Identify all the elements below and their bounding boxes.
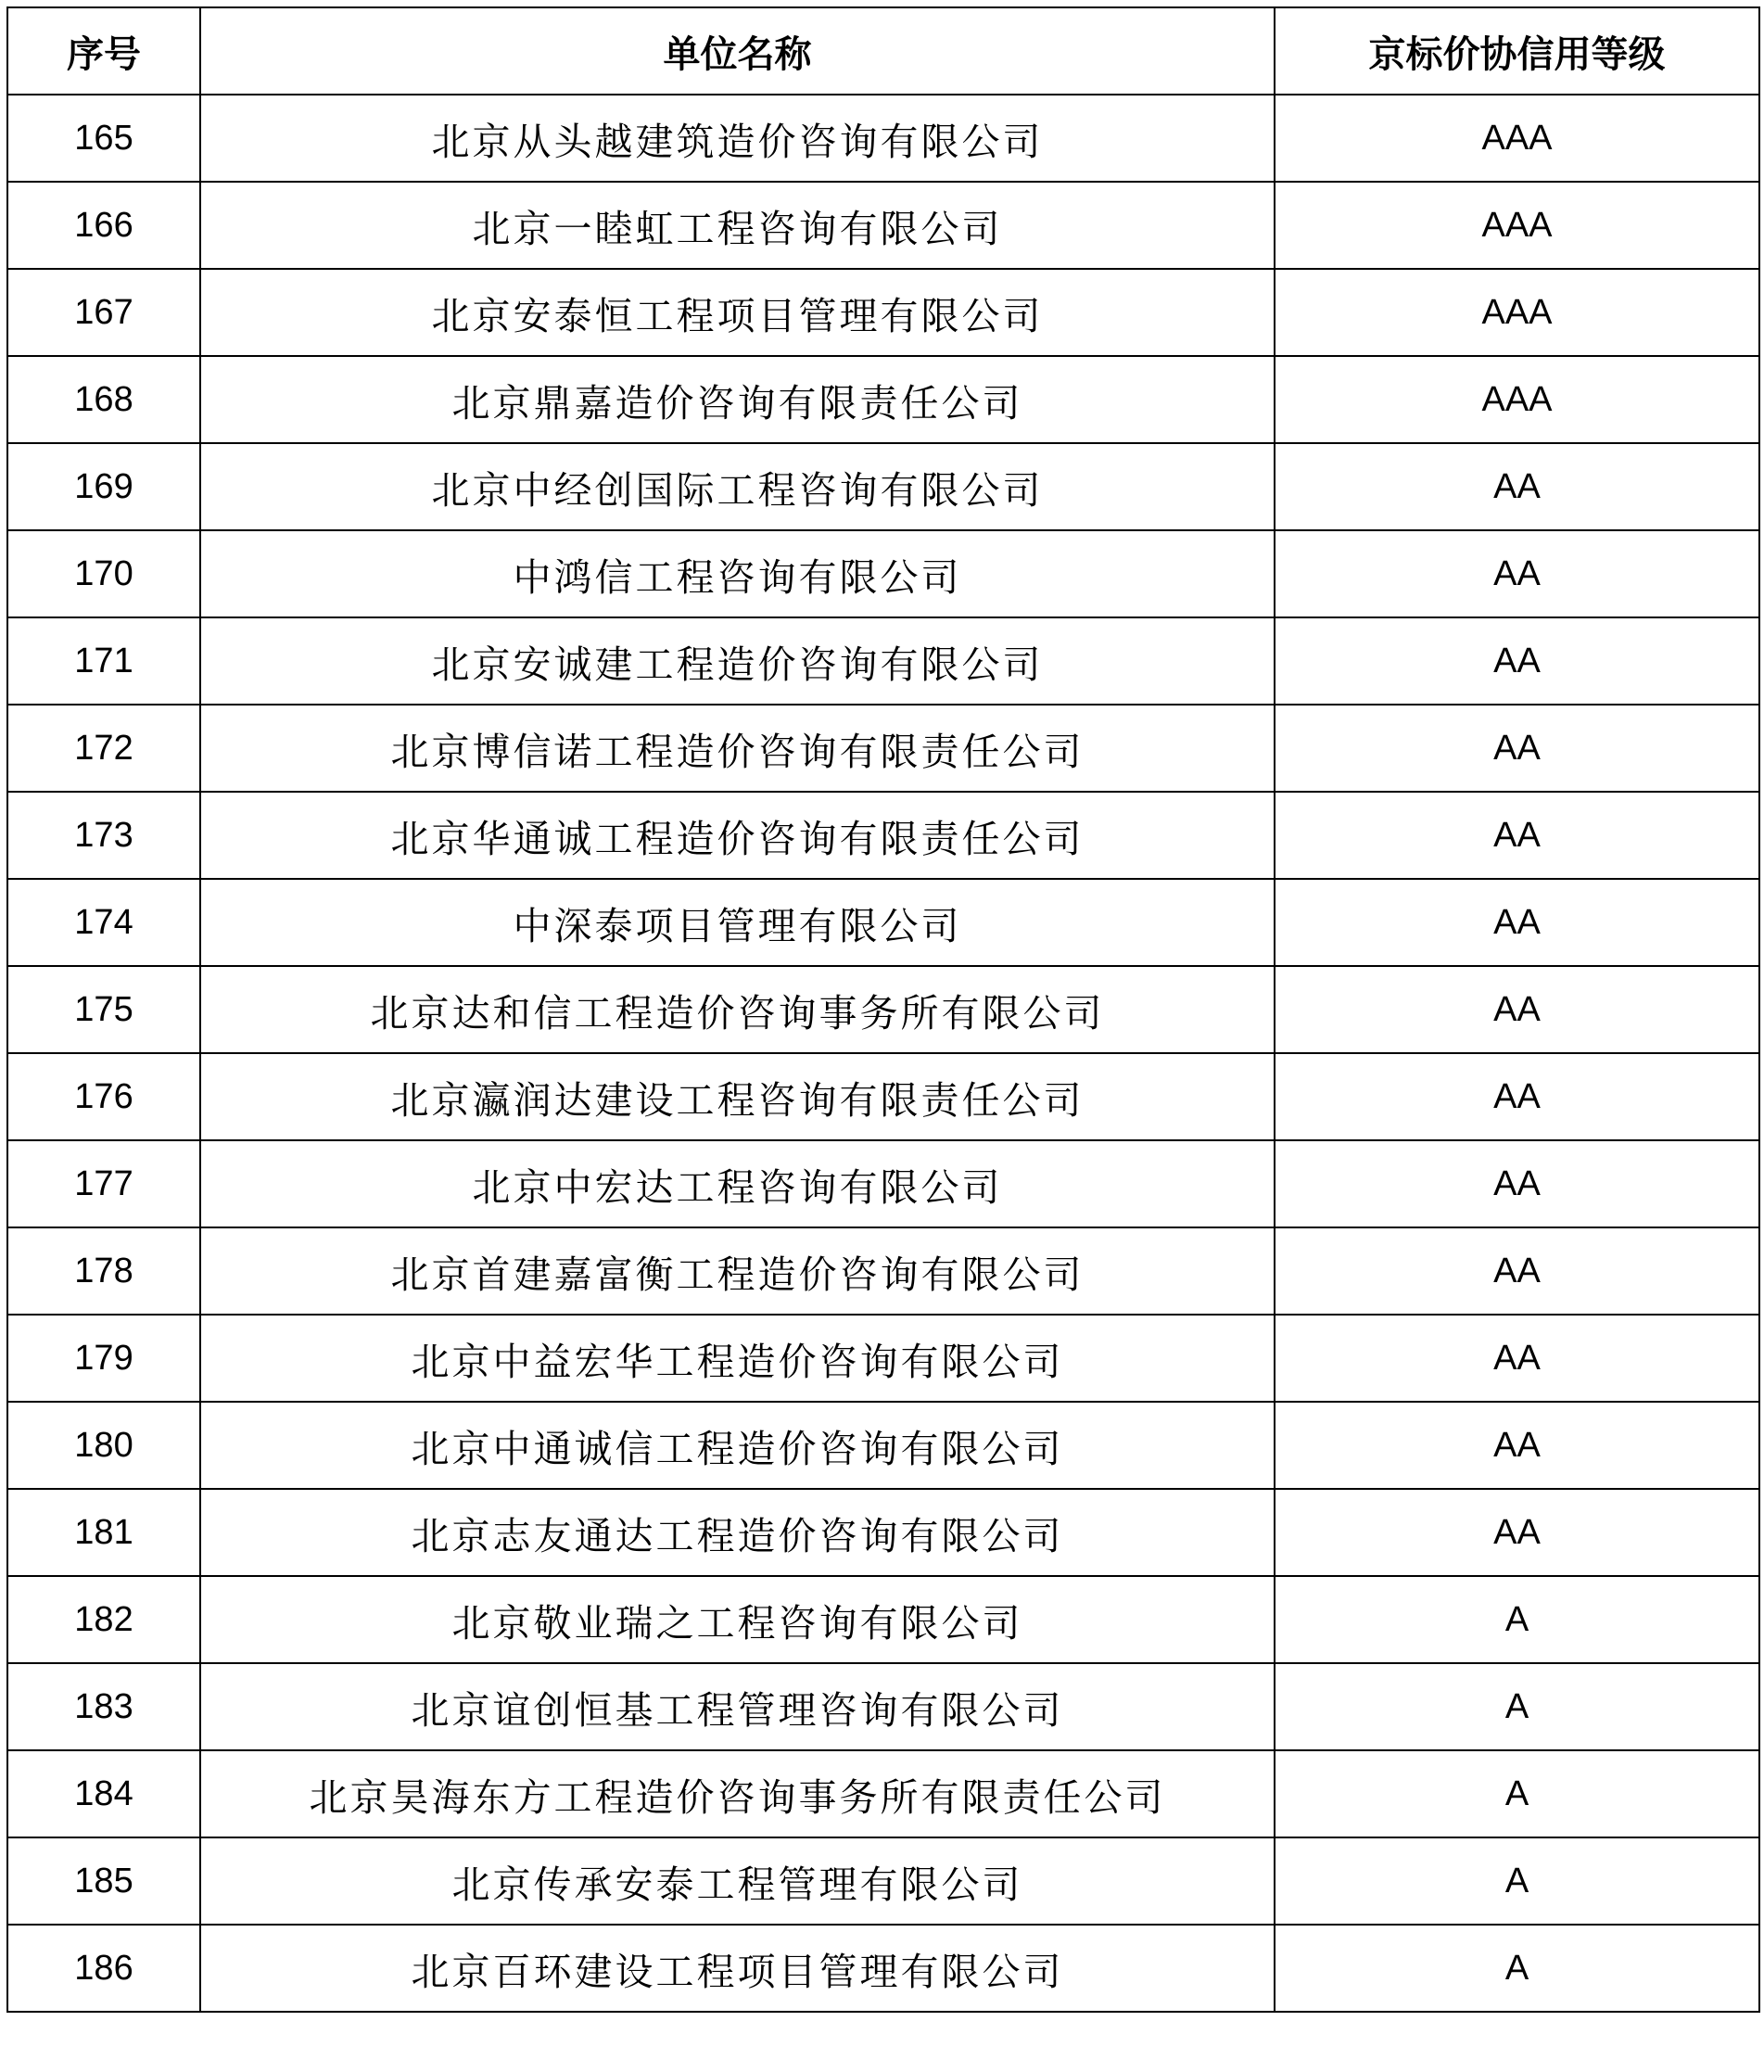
cell-company-name: 北京中经创国际工程咨询有限公司 xyxy=(200,443,1275,530)
cell-serial-number: 185 xyxy=(7,1837,200,1925)
table-row xyxy=(7,95,1759,182)
cell-credit-level: AA xyxy=(1275,530,1759,617)
cell-serial-number: 174 xyxy=(7,879,200,966)
table-row xyxy=(7,1837,1759,1925)
cell-credit-level: AA xyxy=(1275,1489,1759,1576)
table-row xyxy=(7,269,1759,356)
credit-rating-table xyxy=(6,6,1760,2013)
cell-company-name: 北京中宏达工程咨询有限公司 xyxy=(200,1140,1275,1227)
cell-company-name: 北京中益宏华工程造价咨询有限公司 xyxy=(200,1315,1275,1402)
cell-serial-number: 166 xyxy=(7,182,200,269)
cell-credit-level: AA xyxy=(1275,879,1759,966)
cell-company-name: 北京中通诚信工程造价咨询有限公司 xyxy=(200,1402,1275,1489)
column-header-name: 单位名称 xyxy=(200,7,1275,95)
cell-company-name: 北京达和信工程造价咨询事务所有限公司 xyxy=(200,966,1275,1053)
cell-serial-number: 175 xyxy=(7,966,200,1053)
cell-credit-level: A xyxy=(1275,1663,1759,1750)
cell-company-name: 北京一睦虹工程咨询有限公司 xyxy=(200,182,1275,269)
cell-company-name: 北京首建嘉富衡工程造价咨询有限公司 xyxy=(200,1227,1275,1315)
table-row xyxy=(7,356,1759,443)
cell-serial-number: 181 xyxy=(7,1489,200,1576)
table-row xyxy=(7,1315,1759,1402)
cell-company-name: 北京志友通达工程造价咨询有限公司 xyxy=(200,1489,1275,1576)
cell-serial-number: 171 xyxy=(7,617,200,705)
cell-credit-level: AA xyxy=(1275,1053,1759,1140)
cell-serial-number: 179 xyxy=(7,1315,200,1402)
table-row xyxy=(7,966,1759,1053)
cell-credit-level: AA xyxy=(1275,1402,1759,1489)
cell-serial-number: 172 xyxy=(7,705,200,792)
table-row xyxy=(7,792,1759,879)
cell-company-name: 北京安诚建工程造价咨询有限公司 xyxy=(200,617,1275,705)
cell-credit-level: AA xyxy=(1275,792,1759,879)
table-header xyxy=(7,7,1759,95)
table-row xyxy=(7,1489,1759,1576)
cell-company-name: 中鸿信工程咨询有限公司 xyxy=(200,530,1275,617)
cell-serial-number: 169 xyxy=(7,443,200,530)
cell-credit-level: AAA xyxy=(1275,182,1759,269)
cell-company-name: 北京华通诚工程造价咨询有限责任公司 xyxy=(200,792,1275,879)
table-row xyxy=(7,1053,1759,1140)
table-row xyxy=(7,1663,1759,1750)
cell-credit-level: AAA xyxy=(1275,269,1759,356)
cell-serial-number: 180 xyxy=(7,1402,200,1489)
cell-serial-number: 165 xyxy=(7,95,200,182)
cell-credit-level: AA xyxy=(1275,705,1759,792)
table-row xyxy=(7,1402,1759,1489)
cell-credit-level: A xyxy=(1275,1576,1759,1663)
cell-company-name: 北京安泰恒工程项目管理有限公司 xyxy=(200,269,1275,356)
table-row xyxy=(7,530,1759,617)
cell-company-name: 北京博信诺工程造价咨询有限责任公司 xyxy=(200,705,1275,792)
cell-company-name: 北京昊海东方工程造价咨询事务所有限责任公司 xyxy=(200,1750,1275,1837)
table-row xyxy=(7,443,1759,530)
cell-company-name: 北京敬业瑞之工程咨询有限公司 xyxy=(200,1576,1275,1663)
cell-company-name: 北京瀛润达建设工程咨询有限责任公司 xyxy=(200,1053,1275,1140)
cell-company-name: 北京百环建设工程项目管理有限公司 xyxy=(200,1925,1275,2012)
cell-serial-number: 167 xyxy=(7,269,200,356)
table-row xyxy=(7,1750,1759,1837)
column-header-level: 京标价协信用等级 xyxy=(1275,7,1759,95)
cell-credit-level: AAA xyxy=(1275,356,1759,443)
cell-serial-number: 173 xyxy=(7,792,200,879)
cell-serial-number: 177 xyxy=(7,1140,200,1227)
table-row xyxy=(7,705,1759,792)
cell-serial-number: 176 xyxy=(7,1053,200,1140)
cell-serial-number: 178 xyxy=(7,1227,200,1315)
cell-serial-number: 182 xyxy=(7,1576,200,1663)
cell-serial-number: 184 xyxy=(7,1750,200,1837)
column-header-no: 序号 xyxy=(7,7,200,95)
cell-serial-number: 168 xyxy=(7,356,200,443)
cell-credit-level: A xyxy=(1275,1925,1759,2012)
cell-company-name: 北京鼎嘉造价咨询有限责任公司 xyxy=(200,356,1275,443)
cell-credit-level: AA xyxy=(1275,443,1759,530)
table-row xyxy=(7,617,1759,705)
cell-credit-level: AA xyxy=(1275,1140,1759,1227)
cell-credit-level: A xyxy=(1275,1837,1759,1925)
cell-credit-level: AA xyxy=(1275,1227,1759,1315)
cell-company-name: 北京传承安泰工程管理有限公司 xyxy=(200,1837,1275,1925)
cell-company-name: 北京从头越建筑造价咨询有限公司 xyxy=(200,95,1275,182)
cell-serial-number: 186 xyxy=(7,1925,200,2012)
cell-credit-level: AA xyxy=(1275,966,1759,1053)
cell-credit-level: A xyxy=(1275,1750,1759,1837)
cell-company-name: 中深泰项目管理有限公司 xyxy=(200,879,1275,966)
cell-company-name: 北京谊创恒基工程管理咨询有限公司 xyxy=(200,1663,1275,1750)
header-row xyxy=(7,7,1759,95)
table-row xyxy=(7,879,1759,966)
table-body xyxy=(7,95,1759,2012)
cell-credit-level: AAA xyxy=(1275,95,1759,182)
table-row xyxy=(7,182,1759,269)
cell-serial-number: 183 xyxy=(7,1663,200,1750)
cell-credit-level: AA xyxy=(1275,1315,1759,1402)
table-row xyxy=(7,1925,1759,2012)
cell-credit-level: AA xyxy=(1275,617,1759,705)
table-row xyxy=(7,1140,1759,1227)
cell-serial-number: 170 xyxy=(7,530,200,617)
table-row xyxy=(7,1576,1759,1663)
table-row xyxy=(7,1227,1759,1315)
credit-rating-table-sheet xyxy=(6,6,1758,2065)
